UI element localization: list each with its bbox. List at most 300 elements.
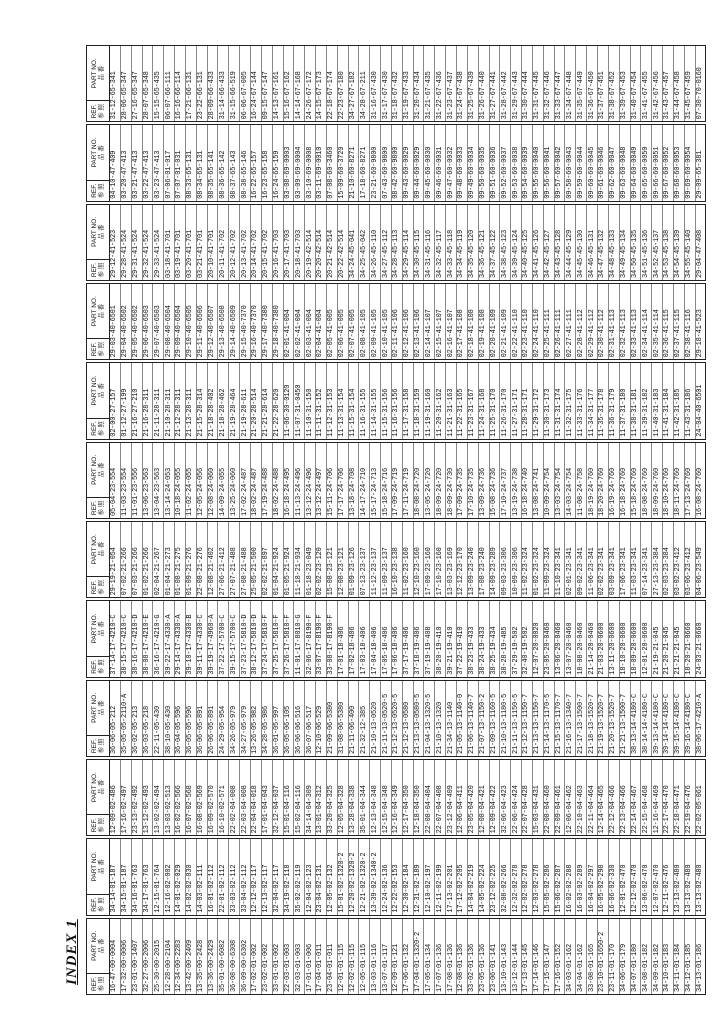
index-entry: 38-23-19-433 [468,626,477,675]
index-entry: 02-21-41-109 [500,309,509,358]
table-row [414,284,425,359]
index-entry: 02-32-41-113 [620,309,629,358]
table-row [359,205,370,280]
index-entry: 21-11-13-1150-5 [511,694,520,755]
index-entry: 37-25-17-5810-F [273,614,282,675]
table-row [652,601,663,676]
table-row [576,839,587,914]
index-entry: 37-22-17-5700-C [218,614,227,675]
table-row [598,522,609,597]
table-row [544,443,555,518]
table-row [164,46,175,121]
table-row [197,839,208,914]
index-entry: 02-02-21-897 [262,547,271,596]
index-entry: 22-10-04-463 [576,785,585,834]
ref-sublabel: 参 照 [98,659,105,675]
index-entry: 31-41-67-455 [641,71,650,120]
table-row [381,125,392,200]
index-entry: 03-23-47-413 [153,150,162,199]
index-entry: 03-22-47-413 [142,150,151,199]
index-entry: 02-01-41-004 [283,309,292,358]
table-row [696,363,706,438]
table-row [218,760,229,835]
index-entry: 16-16-66-114 [175,71,184,120]
table-row [696,46,706,121]
table-row [468,760,479,835]
index-entry: 12-12-02-470 [630,864,639,913]
index-entry: 36-05-05-596 [186,706,195,755]
table-row [468,522,479,597]
table-row [490,760,501,835]
index-entry: 12-17-04-350 [403,785,412,834]
index-entry: 18-10-24-760 [663,468,672,517]
part-label: PART NO. [91,692,98,723]
index-table [86,45,706,995]
index-entry: 12-18-04-350 [414,785,423,834]
table-row [121,205,132,280]
table-row [522,839,533,914]
index-entry: 17-13-02-201 [446,864,455,913]
index-entry: 12-22-02-153 [392,864,401,913]
index-entry: 37-14-17-4210-C [110,614,119,675]
table-row [164,839,175,914]
table-row [652,522,663,597]
table-row [435,839,446,914]
index-entry: 11-09-23-137 [381,547,390,596]
table-row [685,601,696,676]
index-entry: 31-16-67-430 [370,71,379,120]
table-row [598,919,609,994]
table-row [349,443,360,518]
table-row [338,46,349,121]
table-row [414,919,425,994]
index-entry: 34-17-01-763 [142,864,151,913]
table-row [555,760,566,835]
index-entry: 23-12-02-225 [489,864,498,913]
table-row [522,284,533,359]
table-row [251,760,262,835]
part-label: PART NO. [91,534,98,565]
table-row [197,284,208,359]
table-row [338,205,349,280]
index-entry: 34-12-01-185 [685,943,694,992]
index-column [86,442,706,519]
table-row [153,125,164,200]
index-entry: 12-15-04-348 [381,785,390,834]
table-row [609,443,620,518]
index-column [86,204,706,281]
table-row [576,522,587,597]
index-entry: 11-16-31-155 [359,388,368,437]
table-row [403,601,414,676]
index-entry: 12-10-02-197 [424,864,433,913]
table-row [305,681,316,756]
index-entry: 18-09-24-730 [446,468,455,517]
index-entry: 12-34-00-2283 [175,939,184,992]
table-row [132,839,143,914]
ref-label: REF. [91,421,98,436]
index-entry: 12-09-02-486 [110,785,119,834]
index-entry: 03-09-23-341 [609,547,618,596]
table-row [565,522,576,597]
index-entry: 34-34-45-119 [457,230,466,279]
index-entry: 31-26-67-440 [479,71,488,120]
table-row [435,681,446,756]
table-row [511,284,522,359]
index-entry: 24-26-67-172 [305,71,314,120]
index-entry: 11-01-23-556 [132,468,141,517]
table-row [305,919,316,994]
table-row [370,601,381,676]
table-row [175,125,186,200]
index-entry: 01-09-21-276 [186,547,195,596]
index-entry: 02-18-41-108 [468,309,477,358]
index-entry: 13-03-02-513 [164,785,173,834]
index-entry: 18-08-24-760 [641,468,650,517]
index-entry: 02-02-23-120 [316,547,325,596]
table-row [164,681,175,756]
index-entry: 09-60-60-0045 [587,146,596,199]
index-entry: 03-20-47-413 [121,150,130,199]
index-entry: 14-01-02-029 [175,864,184,913]
index-entry: 17-13-24-760 [685,468,694,517]
table-row [218,205,229,280]
index-entry: 34-29-45-114 [403,230,412,279]
index-entry: 14-14-67-168 [294,71,303,120]
index-entry: 12-02-02-278 [522,864,531,913]
index-entry: 09-67-60-0052 [663,146,672,199]
table-row [468,125,479,200]
index-entry: 11-36-31-179 [609,388,618,437]
table-row [349,125,360,200]
table-row [218,443,229,518]
table-row [208,125,219,200]
index-entry: 12-01-20-0600 [641,622,650,675]
table-row [674,125,685,200]
table-row [446,760,457,835]
table-row [565,760,576,835]
index-entry: 11-08-24-758 [576,468,585,517]
index-entry: 21-20-28-514 [251,388,260,437]
table-row [490,522,501,597]
index-entry: 39-15-17-5700-C [229,614,238,675]
table-row [381,363,392,438]
index-entry: 34-26-45-110 [370,230,379,279]
index-entry: 31-44-67-458 [674,71,683,120]
table-row [197,919,208,994]
index-entry: 13-25-24-060 [229,468,238,517]
index-entry: 21-06-13-1140-7 [468,694,477,755]
index-entry: 22-12-04-466 [609,785,618,834]
index-entry: 16-09-02-570 [208,785,217,834]
index-entry: 34-47-45-132 [598,230,607,279]
table-row [294,205,305,280]
index-entry: 38-16-17-4210-D [132,614,141,675]
index-entry: 03-21-41-701 [197,230,206,279]
table-row [565,284,576,359]
table-row [186,443,197,518]
index-entry: 31-43-67-457 [663,71,672,120]
index-entry: 13-02-02-494 [153,785,162,834]
index-entry: 11-09-23-324 [544,547,553,596]
table-row [696,284,706,359]
table-row [479,205,490,280]
index-entry: 38-13-14-4180-C [630,694,639,755]
part-sublabel: 品 番 [98,541,105,557]
table-row [414,363,425,438]
table-row [468,363,479,438]
index-entry: 21-16-27-210 [132,388,141,437]
index-entry: 15-01-02-1320-2 [338,852,347,913]
index-entry: 16-03-02-289 [576,864,585,913]
index-entry: 11-25-31-170 [489,388,498,437]
table-row [240,839,251,914]
table-row [349,601,360,676]
table-row [153,363,164,438]
index-entry: 14-09-23-289 [489,547,498,596]
table-row [587,443,598,518]
table-row [609,681,620,756]
table-row [153,284,164,359]
index-entry: 13-19-24-738 [511,468,520,517]
index-entry: 31-30-67-444 [522,71,531,120]
index-entry: 34-31-45-116 [424,230,433,279]
index-entry: 01-12-27-199 [121,388,130,437]
table-row [284,522,295,597]
table-row [143,522,154,597]
index-entry: 02-03-41-004 [305,309,314,358]
index-entry: 29-14-17-4330-A [175,614,184,675]
table-row [186,522,197,597]
index-entry: 17-17-24-706 [338,468,347,517]
index-entry: 13-07-20-0460 [565,622,574,675]
index-entry: 31-31-67-445 [533,71,542,120]
table-row [663,46,674,121]
index-entry: 13-42-00-2409 [186,939,195,992]
table-row [381,443,392,518]
table-row [435,443,446,518]
index-entry: 39-16-14-4180-C [685,694,694,755]
index-entry: 20-16-41-703 [273,230,282,279]
table-row [143,46,154,121]
index-entry: 16-05-02-298 [598,864,607,913]
index-entry: 21-04-13-1320-5 [424,694,433,755]
index-entry: 27-06-21-412 [218,547,227,596]
ref-sublabel: 参 照 [98,976,105,992]
table-row [349,284,360,359]
table-row [565,363,576,438]
index-entry: 09-44-60-0029 [414,146,423,199]
index-entry: 13-09-23-240 [468,547,477,596]
table-row [327,839,338,914]
index-entry: 17-08-01-136 [446,943,455,992]
table-row [685,205,696,280]
index-entry: 02-15-41-107 [435,309,444,358]
index-entry: 09-53-60-0038 [511,146,520,199]
index-entry: 12-05-02-132 [327,864,336,913]
table-row [262,443,273,518]
index-entry: 31-12-65-341 [110,71,119,120]
table-row [381,601,392,676]
table-row [349,919,360,994]
table-row [251,919,262,994]
table-row [544,522,555,597]
table-row [284,443,295,518]
index-entry: 17-13-01-145 [522,943,531,992]
table-row [294,363,305,438]
table-row [522,125,533,200]
index-entry: 34-48-45-133 [609,230,618,279]
table-row [663,363,674,438]
table-row [338,919,349,994]
table-row [327,601,338,676]
table-row [674,46,685,121]
index-entry: 34-14-04-309 [305,785,314,834]
index-entry: 01-09-23-126 [348,547,357,596]
table-row [576,125,587,200]
table-row [262,284,273,359]
index-entry: 36-06-06-516 [294,706,303,755]
table-row [359,363,370,438]
table-row [435,125,446,200]
ref-sublabel: 参 照 [98,341,105,357]
table-row [327,522,338,597]
index-entry: 15-11-24-706 [327,468,336,517]
index-entry: 11-10-23-341 [555,547,564,596]
table-row [696,919,706,994]
index-entry: 32-27-00-2006 [142,939,151,992]
table-row [273,839,284,914]
table-row [305,839,316,914]
ref-sublabel: 参 照 [98,262,105,278]
index-entry: 34-24-45-041 [348,230,357,279]
table-row [359,46,370,121]
part-label: PART NO. [91,454,98,485]
table-row [349,205,360,280]
index-entry: 16-24-67-144 [251,71,260,120]
table-row [164,919,175,994]
index-entry: 21-09-06-5380 [327,702,336,755]
table-row [468,839,479,914]
table-row [240,919,251,994]
table-row [468,681,479,756]
table-row [284,46,295,121]
table-row [218,919,229,994]
index-entry: 13-06-02-470 [641,864,650,913]
index-entry: 37-18-19-406 [414,626,423,675]
index-entry: 11-12-23-137 [370,547,379,596]
index-entry: 21-18-13-1520-7 [587,694,596,755]
table-row [544,363,555,438]
table-row [652,125,663,200]
index-entry: 11-33-31-176 [576,388,585,437]
index-entry: 38-24-19-433 [479,626,488,675]
table-row [674,522,685,597]
table-row [435,522,446,597]
index-column [86,521,706,598]
table-row [587,839,598,914]
table-row [424,681,435,756]
table-row [110,205,121,280]
index-entry: 14-03-02-111 [197,864,206,913]
table-row [555,839,566,914]
index-entry: 22-08-04-460 [544,785,553,834]
table-row [316,601,327,676]
index-entry: 29-03-40-6501 [110,305,119,358]
index-entry: 02-02-23-341 [598,547,607,596]
table-row [652,46,663,121]
index-entry: 03-09-69-0004 [294,146,303,199]
index-entry: 02-06-41-005 [338,309,347,358]
index-entry: 17-09-24-735 [457,468,466,517]
table-row [392,919,403,994]
index-entry: 11-16-31-156 [392,388,401,437]
ref-label: REF. [91,183,98,198]
table-row [424,363,435,438]
index-entry: 27-08-21-488 [240,547,249,596]
table-row [555,284,566,359]
table-row [186,125,197,200]
table-row [208,522,219,597]
index-entry: 31-29-67-443 [511,71,520,120]
table-row [457,363,468,438]
table-row [500,839,511,914]
table-row [153,522,164,597]
index-entry: 27-13-23-384 [652,547,661,596]
index-entry: 31-14-66-433 [218,71,227,120]
table-row [500,760,511,835]
table-row [273,205,284,280]
index-entry: 33-03-02-112 [229,864,238,913]
table-row [359,839,370,914]
index-entry: 34-51-45-136 [641,230,650,279]
index-entry: 13-13-02-480 [685,864,694,913]
table-row [273,284,284,359]
index-entry: 17-06-23-341 [620,547,629,596]
index-entry: 08-37-65-143 [229,150,238,199]
table-row [511,46,522,121]
table-row [305,601,316,676]
ref-label: REF. [91,500,98,516]
column-header [87,284,110,359]
table-row [208,839,219,914]
table-row [631,205,642,280]
column-rows [110,363,705,438]
index-entry: 34-08-01-182 [641,943,650,992]
table-row [251,46,262,121]
index-entry: 13-04-23-563 [153,468,162,517]
index-entry: 12-02-01-115 [348,943,357,992]
column-rows [110,839,705,914]
table-row [392,205,403,280]
ref-label: REF. [91,342,98,357]
table-row [435,601,446,676]
table-row [164,601,175,676]
index-entry: 23-04-02-131 [316,864,325,913]
index-entry: 17-10-23-160 [435,547,444,596]
table-row [522,601,533,676]
index-entry: 21-15-28-314 [197,388,206,437]
table-row [424,839,435,914]
table-row [641,681,652,756]
index-entry: 11-13-24-496 [294,468,303,517]
table-row [533,919,544,994]
table-row [121,443,132,518]
ref-sublabel: 参 照 [98,500,105,516]
table-row [598,681,609,756]
index-entry: 12-13-02-117 [262,864,271,913]
table-row [685,363,696,438]
